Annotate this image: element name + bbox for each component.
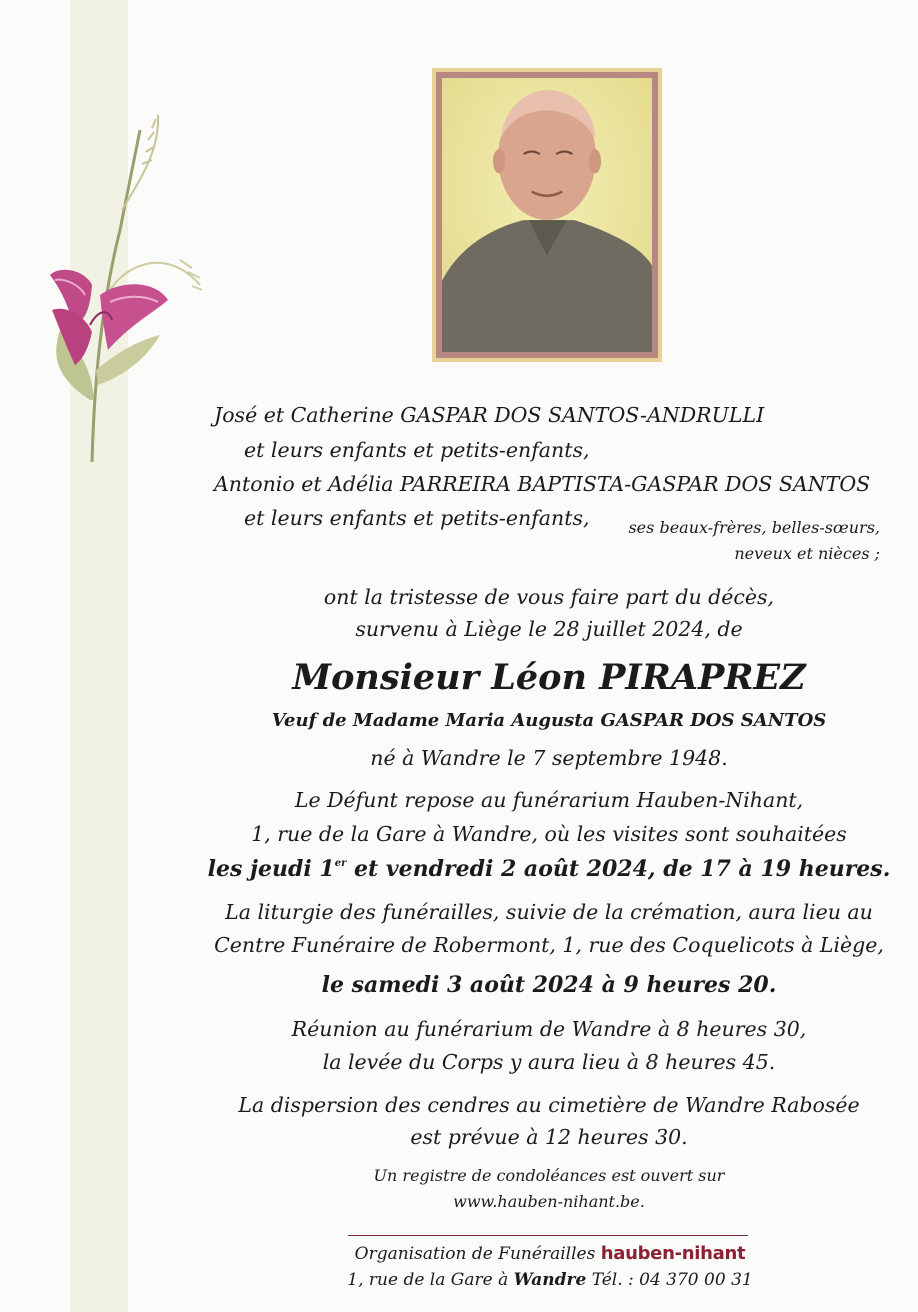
family-line-2: et leurs enfants et petits-enfants, <box>244 438 590 462</box>
footer-address-line <box>340 1267 760 1293</box>
widower-line: Veuf de Madame Maria Augusta GASPAR DOS SANTOS <box>271 710 827 731</box>
footer-org-label: Organisation de Funérailles <box>354 1244 596 1264</box>
deceased-name: Monsieur Léon PIRAPREZ <box>292 657 806 698</box>
calla-lily-decoration <box>30 110 220 470</box>
ceremony-date: le samedi 3 août 2024 à 9 heures 20. <box>321 972 777 998</box>
portrait-frame <box>432 68 662 362</box>
footer-phone: Tél. : 04 370 00 31 <box>591 1270 753 1290</box>
footer-address: 1, rue de la Gare à <box>347 1270 509 1290</box>
announcement-line-2: survenu à Liège le 28 juillet 2024, de <box>355 617 743 641</box>
family-line-5: ses beaux-frères, belles-sœurs, <box>628 518 880 537</box>
birth-line: né à Wandre le 7 septembre 1948. <box>370 746 728 770</box>
ceremony-line-1: La liturgie des funérailles, suivie de la crémation, aura lieu au <box>225 900 873 924</box>
gathering-line-2: la levée du Corps y aura lieu à 8 heures 45. <box>322 1050 776 1074</box>
visits-dates-post: et vendredi 2 août 2024, de 17 à 19 heures. <box>346 856 891 882</box>
dispersion-line-2: est prévue à 12 heures 30. <box>410 1125 688 1149</box>
visits-dates <box>180 857 918 881</box>
visits-dates-pre: les jeudi 1 <box>207 856 335 882</box>
dispersion-line-1: La dispersion des cendres au cimetière de Wandre Rabosée <box>238 1093 860 1117</box>
brand-logo: hauben-nihant <box>600 1243 746 1264</box>
family-line-4: et leurs enfants et petits-enfants, <box>244 506 590 530</box>
visits-dates-sup: er <box>334 858 347 869</box>
family-line-3: Antonio et Adélia PARREIRA BAPTISTA-GASPAR DOS SANTOS <box>214 472 871 496</box>
register-url[interactable]: www.hauben-nihant.be. <box>453 1192 645 1211</box>
footer-divider <box>348 1235 748 1236</box>
visits-line-2: 1, rue de la Gare à Wandre, où les visites sont souhaitées <box>251 822 847 846</box>
ceremony-line-2: Centre Funéraire de Robermont, 1, rue des Coquelicots à Liège, <box>214 933 884 957</box>
family-line-6: neveux et nièces ; <box>734 544 880 563</box>
footer-org-line <box>340 1241 760 1267</box>
register-line-1: Un registre de condoléances est ouvert sur <box>373 1166 725 1185</box>
family-line-1: José et Catherine GASPAR DOS SANTOS-ANDRULLI <box>214 403 765 427</box>
gathering-line-1: Réunion au funérarium de Wandre à 8 heures 30, <box>291 1017 807 1041</box>
announcement-line-1: ont la tristesse de vous faire part du décès, <box>323 585 775 609</box>
visits-line-1: Le Défunt repose au funérarium Hauben-Nihant, <box>294 788 804 812</box>
deceased-portrait <box>442 78 652 352</box>
footer-town: Wandre <box>513 1270 587 1290</box>
